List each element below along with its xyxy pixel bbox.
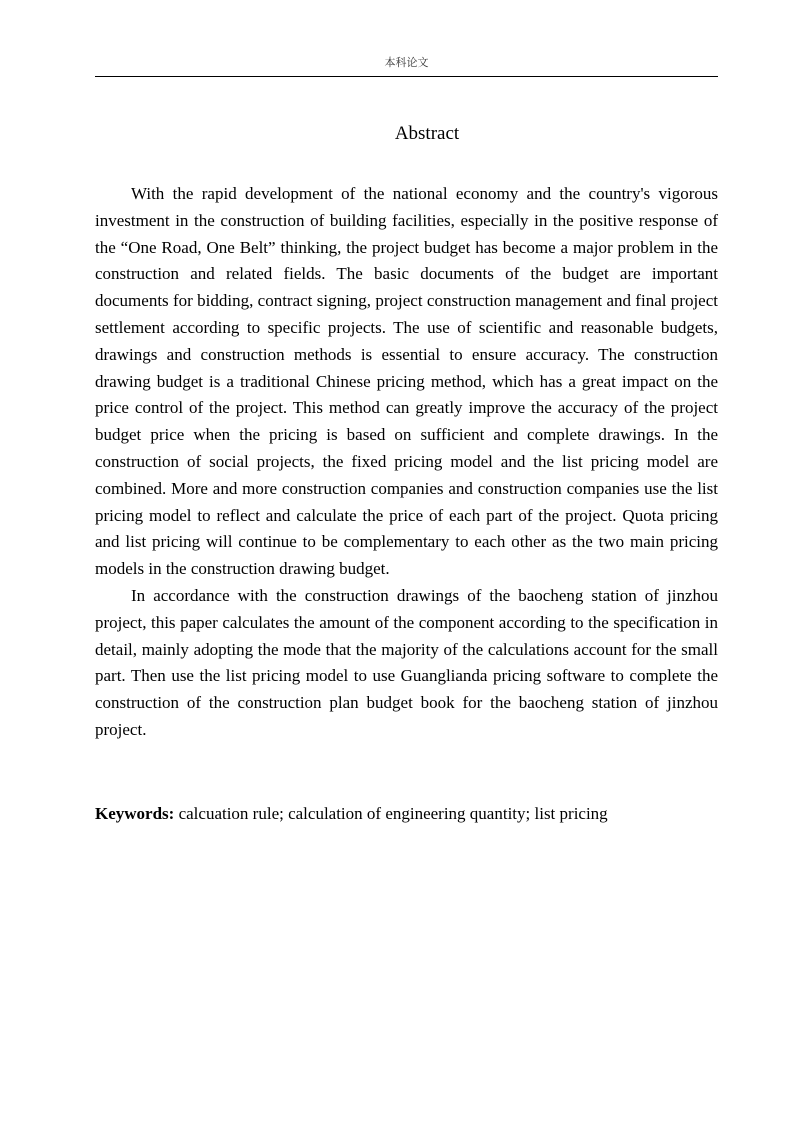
header-divider [95, 76, 718, 77]
abstract-paragraph-2: In accordance with the construction drawings of the baocheng station of jinzhou project, this paper calculates the amount of the component according to the specification in detail, mainly adopting the mode that the majority of the calculations account for the small part. Then use the list pricing model to use Guanglianda pricing software to complete the construction of the construction plan budget book for the baocheng station of jinzhou project. [95, 585, 718, 739]
keywords-text: calcuation rule; calculation of engineering quantity; list pricing [178, 804, 608, 823]
abstract-body [95, 181, 718, 744]
abstract-title: Abstract [394, 123, 460, 144]
keywords-line [95, 801, 718, 827]
keywords-label: Keywords: [95, 804, 175, 823]
running-header: 本科论文 [384, 56, 429, 69]
abstract-paragraph-1: With the rapid development of the national economy and the country's vigorous investment in the construction of building facilities, especially in the positive response of the “One Road, One Belt” thinking, the project budget has become a major problem in the construction and related fields. The basic documents of the budget are important documents for bidding, contract signing, project construction management and final project settlement according to specific projects. The use of scientific and reasonable budgets, drawings and construction methods is essential to ensure accuracy. The construction drawing budget is a traditional Chinese pricing method, which has a great impact on the price control of the project. This method can greatly improve the accuracy of the project budget price when the pricing is based on sufficient and complete drawings. In the construction of social projects, the fixed pricing model and the list pricing model are combined. More and more construction companies and construction companies use the list pricing model to reflect and calculate the price of each part of the project. Quota pricing and list pricing will continue to be complementary to each other as the two main pricing models in the construction drawing budget. [95, 184, 718, 579]
